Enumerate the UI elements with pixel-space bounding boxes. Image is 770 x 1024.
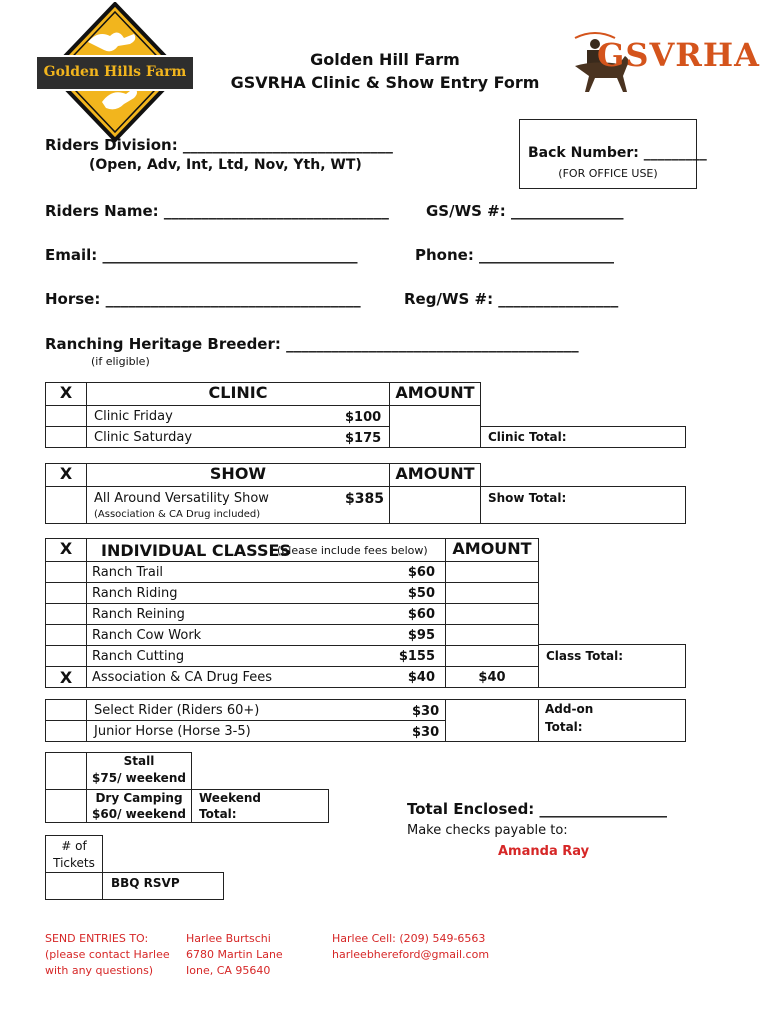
classes-header — [86, 538, 446, 562]
show-price: $385 — [345, 491, 384, 507]
division-options: (Open, Adv, Int, Ltd, Nov, Yth, WT) — [89, 157, 362, 173]
breeder-field[interactable]: Ranching Heritage Breeder: _______________________________________ — [45, 335, 579, 353]
stall-price: $75/ weekend — [92, 771, 186, 785]
clinic-header: CLINIC — [86, 382, 390, 406]
harlee-cell: Harlee Cell: (209) 549-6563 — [332, 932, 486, 945]
class-label: Association & CA Drug Fees — [92, 670, 273, 685]
class-price: $60 — [407, 607, 435, 622]
camp-cell — [86, 789, 192, 823]
office-use-label: (FOR OFFICE USE) — [558, 167, 658, 180]
clinic-x-header: X — [45, 382, 87, 406]
tickets-label-cell — [45, 835, 103, 873]
class-price: $60 — [407, 565, 435, 580]
addon-amount-cell[interactable] — [445, 699, 539, 742]
class-label: Ranch Trail — [92, 565, 164, 580]
addon-check-select[interactable] — [45, 699, 87, 721]
office-use-box — [519, 119, 707, 189]
class-amount[interactable] — [445, 603, 539, 625]
classes-note: (please include fees below) — [277, 544, 428, 557]
camp-check[interactable] — [45, 789, 87, 823]
addon-junior-price: $30 — [412, 725, 440, 740]
addon-select-price: $30 — [412, 704, 440, 719]
send-entries-3: with any questions) — [45, 964, 154, 977]
class-price: $95 — [407, 628, 435, 643]
addon-select-label: Select Rider (Riders 60+) — [94, 703, 260, 718]
class-check[interactable] — [45, 603, 87, 625]
class-total-box[interactable] — [538, 644, 686, 688]
clinic-amount-cell[interactable] — [389, 405, 481, 448]
clinic-saturday-price: $175 — [345, 431, 382, 446]
addon-total-box[interactable] — [538, 699, 686, 742]
classes-amount-header: AMOUNT — [445, 538, 539, 562]
class-amount[interactable] — [445, 561, 539, 583]
class-check[interactable] — [45, 561, 87, 583]
class-check[interactable] — [45, 624, 87, 646]
bbq-rsvp-label: BBQ RSVP — [111, 876, 180, 890]
gsvrha-text: GSVRHA — [597, 36, 760, 74]
class-row — [86, 582, 446, 604]
email-field[interactable]: Email: __________________________________ — [45, 246, 358, 264]
tickets-count-cell[interactable] — [45, 872, 103, 900]
address-2: 6780 Martin Lane — [186, 948, 283, 961]
class-amount-value: $40 — [478, 670, 506, 685]
class-price: $50 — [407, 586, 435, 601]
class-row — [86, 624, 446, 646]
clinic-total-label: Clinic Total: — [488, 430, 567, 444]
addon-junior-label: Junior Horse (Horse 3-5) — [94, 724, 251, 739]
class-row — [86, 645, 446, 667]
clinic-row-friday — [86, 405, 390, 427]
class-row — [86, 666, 446, 688]
address-3: Ione, CA 95640 — [186, 964, 271, 977]
addon-check-junior[interactable] — [45, 720, 87, 742]
form-subtitle: GSVRHA Clinic & Show Entry Form — [230, 73, 540, 92]
class-label: Ranch Cow Work — [92, 628, 202, 643]
tickets-label-2: Tickets — [53, 856, 95, 870]
classes-title: INDIVIDUAL CLASSES — [101, 541, 291, 560]
class-check-mark: X — [59, 668, 73, 687]
gsws-field[interactable]: GS/WS #: _______________ — [426, 202, 624, 220]
class-label: Ranch Reining — [92, 607, 185, 622]
total-enclosed-field[interactable]: Total Enclosed: _________________ — [407, 800, 668, 818]
addon-total-label-2: Total: — [545, 720, 583, 734]
class-row — [86, 561, 446, 583]
payable-label: Make checks payable to: — [407, 823, 568, 838]
class-check[interactable] — [45, 666, 87, 688]
form-title: Golden Hill Farm — [310, 50, 460, 69]
show-total-box[interactable] — [480, 486, 686, 524]
addon-total-label-1: Add-on — [545, 702, 594, 716]
clinic-check-friday[interactable] — [45, 405, 87, 427]
weekend-label-2: Total: — [199, 807, 237, 821]
camp-price: $60/ weekend — [92, 807, 186, 821]
payee-name: Amanda Ray — [498, 844, 590, 859]
clinic-saturday-label: Clinic Saturday — [94, 430, 193, 445]
show-x-header: X — [45, 463, 87, 487]
clinic-total-box[interactable] — [480, 426, 686, 448]
riders-name-field[interactable]: Riders Name: ______________________________ — [45, 202, 389, 220]
class-price: $40 — [407, 670, 435, 685]
harlee-email[interactable]: harleebhereford@gmail.com — [332, 948, 490, 961]
show-amount-header: AMOUNT — [389, 463, 481, 487]
clinic-amount-header: AMOUNT — [389, 382, 481, 406]
class-total-label: Class Total: — [546, 649, 624, 663]
clinic-row-saturday — [86, 426, 390, 448]
show-header: SHOW — [86, 463, 390, 487]
show-total-label: Show Total: — [488, 491, 567, 505]
stall-label: Stall — [123, 754, 155, 768]
class-price: $155 — [398, 649, 435, 664]
class-label: Ranch Cutting — [92, 649, 185, 664]
show-note: (Association & CA Drug included) — [94, 509, 261, 520]
classes-x-header: X — [45, 538, 87, 562]
back-number-label[interactable]: Back Number: _________ — [528, 145, 707, 161]
camp-label: Dry Camping — [95, 791, 183, 805]
send-entries-2: (please contact Harlee — [45, 948, 170, 961]
clinic-friday-label: Clinic Friday — [94, 409, 173, 424]
class-check[interactable] — [45, 582, 87, 604]
class-row — [86, 603, 446, 625]
address-1: Harlee Burtschi — [186, 932, 271, 945]
clinic-friday-price: $100 — [345, 410, 382, 425]
clinic-check-saturday[interactable] — [45, 426, 87, 448]
weekend-total-box[interactable] — [191, 789, 329, 823]
tickets-label-1: # of — [61, 839, 87, 853]
bbq-rsvp-cell[interactable] — [102, 872, 224, 900]
class-amount[interactable] — [445, 582, 539, 604]
golden-hills-logo — [30, 2, 200, 144]
riders-division-field[interactable]: Riders Division: ____________________________ — [45, 136, 393, 154]
weekend-label-1: Weekend — [199, 791, 262, 805]
regws-field[interactable]: Reg/WS #: ________________ — [404, 290, 619, 308]
addon-row-select — [86, 699, 446, 721]
class-amount[interactable] — [445, 666, 539, 688]
stall-cell — [86, 752, 192, 790]
class-amount[interactable] — [445, 624, 539, 646]
class-check[interactable] — [45, 645, 87, 667]
gsvrha-logo — [565, 30, 760, 100]
send-entries-1: SEND ENTRIES TO: — [45, 932, 149, 945]
logo-text: Golden Hills Farm — [43, 64, 187, 80]
show-amount-cell[interactable] — [389, 486, 481, 524]
horse-field[interactable]: Horse: __________________________________ — [45, 290, 361, 308]
phone-field[interactable]: Phone: __________________ — [415, 246, 615, 264]
addon-row-junior — [86, 720, 446, 742]
show-row — [86, 486, 390, 524]
show-label: All Around Versatility Show — [94, 491, 269, 506]
class-amount[interactable] — [445, 645, 539, 667]
breeder-note: (if eligible) — [91, 355, 150, 368]
class-label: Ranch Riding — [92, 586, 178, 601]
show-check[interactable] — [45, 486, 87, 524]
stall-check[interactable] — [45, 752, 87, 790]
